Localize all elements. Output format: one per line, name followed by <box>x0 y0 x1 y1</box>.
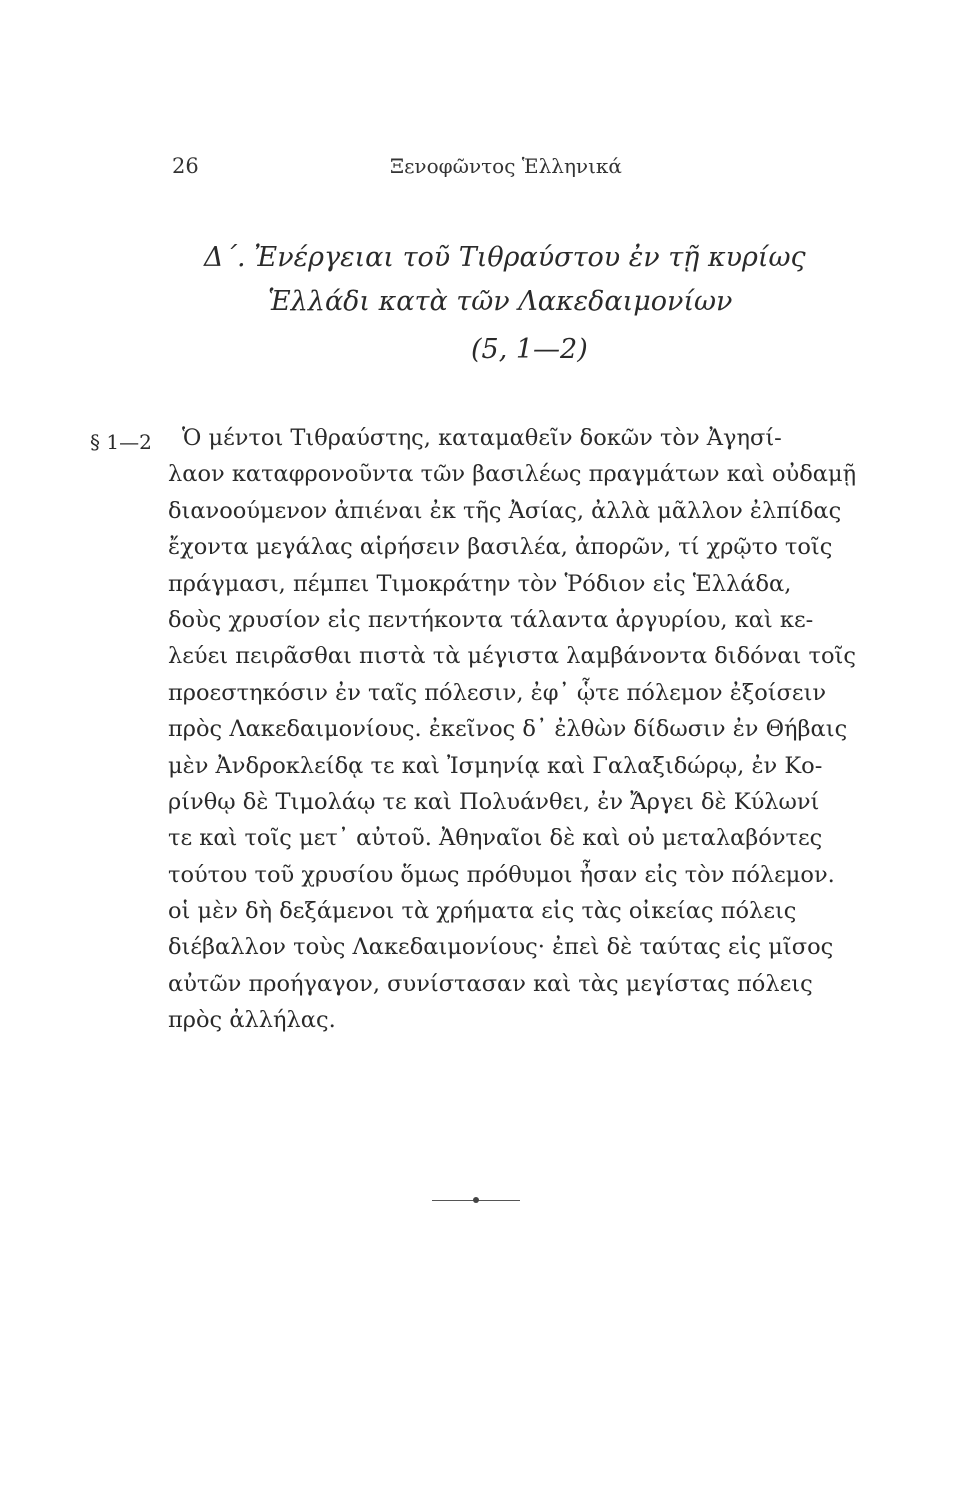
body-text <box>168 420 868 1039</box>
text-line: ρίνθῳ δὲ Τιμολάῳ τε καὶ Πολυάνθει, ἐν Ἄργει δὲ Κύλωνί <box>168 788 820 815</box>
text-line: μὲν Ἀνδροκλείδᾳ τε καὶ Ἰσμηνίᾳ καὶ Γαλαξιδώρῳ, ἐν Κο- <box>168 752 823 779</box>
page-number: 26 <box>172 154 199 178</box>
separator-dot <box>473 1197 479 1203</box>
chapter-title-line-1: Δ΄. Ἐνέργειαι τοῦ Τιθραύστου ἐν τῇ κυρίως <box>204 242 806 273</box>
text-line: προεστηκόσιν ἐν ταῖς πόλεσιν, ἐφ᾽ ᾧτε πόλεμον ἐξοίσειν <box>168 679 827 706</box>
text-line: δοὺς χρυσίον εἰς πεντήκοντα τάλαντα ἀργυρίου, καὶ κε- <box>168 606 814 633</box>
text-line: οἱ μὲν δὴ δεξάμενοι τὰ χρήματα εἰς τὰς οἰκείας πόλεις <box>168 898 797 925</box>
text-line: διέβαλλον τοὺς Λακεδαιμονίους· ἐπεὶ δὲ ταύτας εἰς μῖσος <box>168 934 834 961</box>
section-separator <box>432 1196 520 1206</box>
text-line: ἔχοντα μεγάλας αἱρήσειν βασιλέα, ἀπορῶν, τί χρῷτο τοῖς <box>168 534 833 561</box>
text-line: αὐτῶν προήγαγον, συνίστασαν καὶ τὰς μεγίστας πόλεις <box>168 970 813 997</box>
text-line: διανοούμενον ἀπιέναι ἐκ τῆς Ἀσίας, ἀλλὰ μᾶλλον ἐλπίδας <box>168 497 842 524</box>
text-line: τε καὶ τοῖς μετ᾽ αὐτοῦ. Ἀθηναῖοι δὲ καὶ οὐ μεταλαβόντες <box>168 825 823 852</box>
text-line: πρὸς ἀλλήλας. <box>168 1007 336 1034</box>
running-title: Ξενοφῶντος Ἑλληνικά <box>390 154 622 178</box>
section-mark: § 1—2 <box>90 430 152 454</box>
chapter-title <box>200 236 840 324</box>
text-line: λαον καταφρονοῦντα τῶν βασιλέως πραγμάτων καὶ οὐδαμῇ <box>168 461 857 488</box>
text-line: λεύει πειρᾶσθαι πιστὰ τὰ μέγιστα λαμβάνοντα διδόναι τοῖς <box>168 643 856 670</box>
chapter-reference: (5, 1—2) <box>471 334 588 365</box>
text-line: τούτου τοῦ χρυσίου ὅμως πρόθυμοι ἦσαν εἰς τὸν πόλεμον. <box>168 861 835 888</box>
text-line: πράγμασι, πέμπει Τιμοκράτην τὸν Ῥόδιον εἰς Ἑλλάδα, <box>168 570 792 597</box>
chapter-title-line-2: Ἑλλάδι κατὰ τῶν Λακεδαιμονίων <box>268 286 733 317</box>
text-line: πρὸς Λακεδαιμονίους. ἐκεῖνος δ᾽ ἐλθὼν δίδωσιν ἐν Θήβαις <box>168 716 848 743</box>
text-line: Ὁ μέντοι Τιθραύστης, καταμαθεῖν δοκῶν τὸν Ἀγησί- <box>182 425 782 451</box>
